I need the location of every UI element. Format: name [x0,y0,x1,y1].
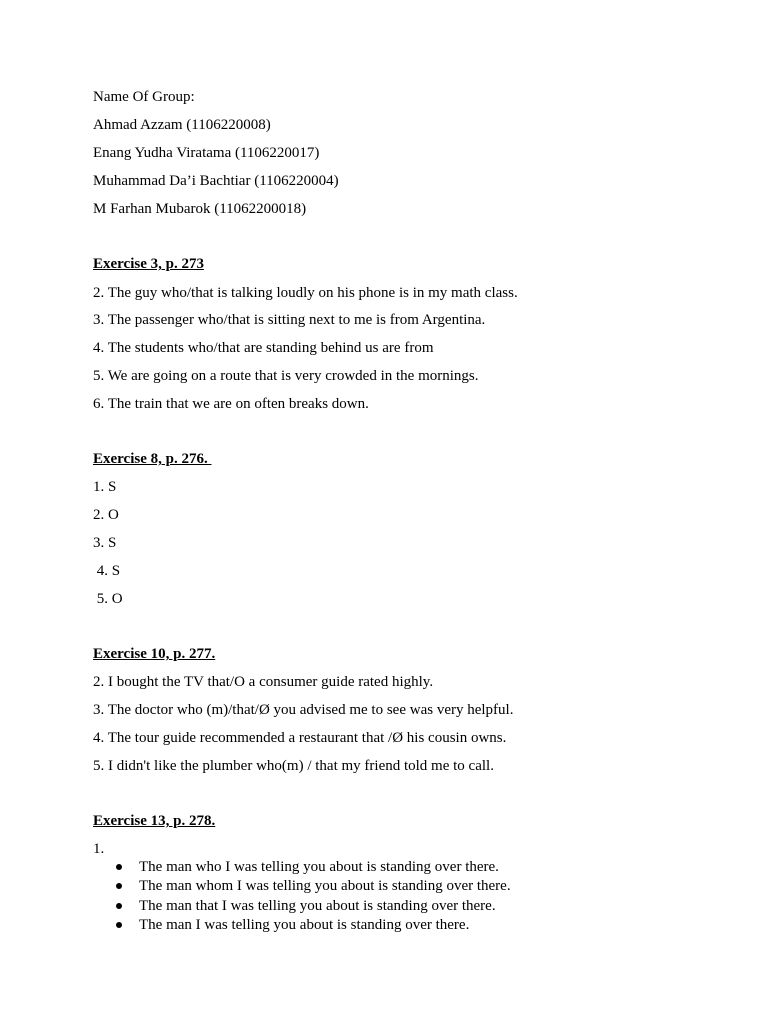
exercise-13-number: 1. [93,841,105,857]
bullet-text: The man I was telling you about is standing over there. [139,916,470,933]
exercise-10-item: 5. I didn't like the plumber who(m) / that my friend told me to call. [93,758,494,774]
group-member: Muhammad Da’i Bachtiar (1106220004) [93,173,339,189]
exercise-3-item: 3. The passenger who/that is sitting next to me is from Argentina. [93,312,486,328]
list-item [115,877,511,896]
exercise-8-item: 3. S [93,535,117,551]
exercise-8-item: 4. S [93,563,121,579]
exercise-13-bullet-list [115,858,511,935]
exercise-3-item: 5. We are going on a route that is very crowded in the mornings. [93,368,479,384]
bullet-icon [116,903,122,909]
bullet-text: The man who I was telling you about is standing over there. [139,859,499,875]
exercise-8-item: 2. O [93,507,119,523]
bullet-text: The man whom I was telling you about is standing over there. [139,878,511,895]
exercise-13-title: Exercise 13, p. 278. [93,813,216,829]
group-member: Enang Yudha Viratama (1106220017) [93,145,320,161]
exercise-3-title: Exercise 3, p. 273 [93,256,204,272]
exercise-3-item: 6. The train that we are on often breaks down. [93,396,369,412]
exercise-8-title: Exercise 8, p. 276. [93,451,212,467]
bullet-text: The man that I was telling you about is standing over there. [139,897,496,914]
exercise-10-item: 3. The doctor who (m)/that/Ø you advised me to see was very helpful. [93,702,514,718]
exercise-3-item: 2. The guy who/that is talking loudly on his phone is in my math class. [93,285,518,301]
exercise-8-item: 1. S [93,479,117,495]
group-member: Ahmad Azzam (1106220008) [93,117,271,133]
bullet-icon [116,922,122,928]
exercise-10-item: 2. I bought the TV that/O a consumer guide rated highly. [93,674,434,690]
bullet-icon [116,883,122,889]
list-item [115,916,511,935]
bullet-icon [116,864,122,870]
exercise-10-item: 4. The tour guide recommended a restaurant that /Ø his cousin owns. [93,730,507,746]
exercise-3-item: 4. The students who/that are standing behind us are from [93,340,434,356]
group-member: M Farhan Mubarok (11062200018) [93,201,307,217]
group-heading: Name Of Group: [93,89,195,105]
list-item [115,897,511,916]
exercise-10-title: Exercise 10, p. 277. [93,646,216,662]
exercise-8-item: 5. O [93,591,123,607]
list-item [115,858,511,877]
